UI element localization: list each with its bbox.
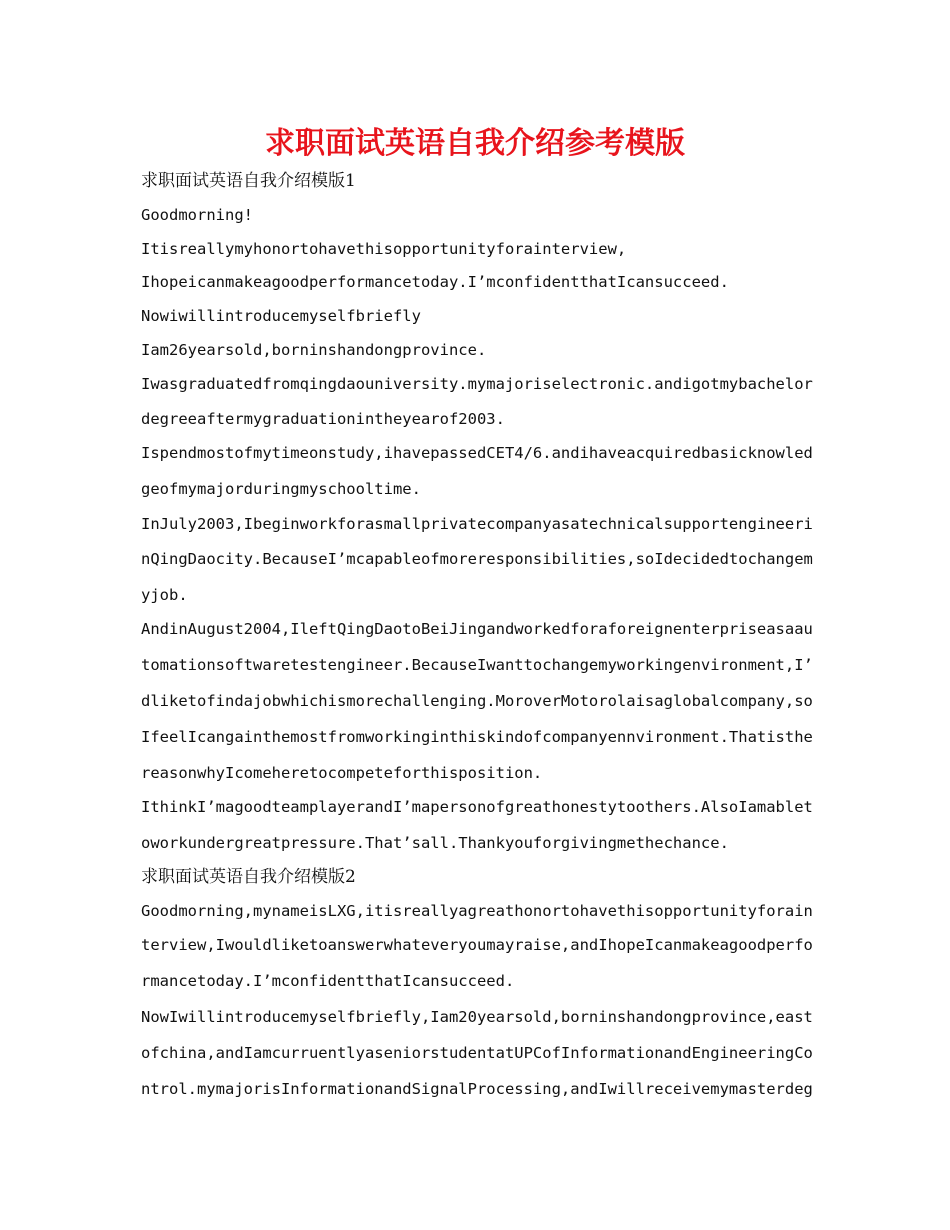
text-line: reasonwhyIcomeheretocompeteforthisposition. [141,764,543,782]
text-line: geofmymajorduringmyschooltime. [141,480,421,498]
text-line: Goodmorning! [141,206,253,224]
text-line: Iwasgraduatedfromqingdaouniversity.mymajoriselectronic.andigotmybachelor [141,375,813,393]
text-line: terview,Iwouldliketoanswerwhateveryoumayraise,andIhopeIcanmakeagoodperfo [141,936,813,954]
text-line: Ispendmostofmytimeonstudy,ihavepassedCET4/6.andihaveacquiredbasicknowled [141,444,813,462]
text-line: yjob. [141,586,188,604]
text-line: nQingDaocity.BecauseI’mcapableofmoreresponsibilities,soIdecidedtochangem [141,550,813,568]
text-line: ntrol.mymajorisInformationandSignalProcessing,andIwillreceivemymasterdeg [141,1080,813,1098]
text-line: tomationsoftwaretestengineer.BecauseIwanttochangemyworkingenvironment,I’ [141,656,813,674]
section-heading: 求职面试英语自我介绍模版2 [141,867,356,887]
section-heading: 求职面试英语自我介绍模版1 [141,171,356,191]
document-title: 求职面试英语自我介绍参考模版 [265,126,685,161]
text-line: Itisreallymyhonortohavethisopportunityforainterview, [141,240,627,258]
text-line: rmancetoday.I’mconfidentthatIcansucceed. [141,972,515,990]
text-line: NowIwillintroducemyselfbriefly,Iam20yearsold,borninshandongprovince,east [141,1008,813,1026]
text-line: IthinkI’magoodteamplayerandI’mapersonofgreathonestytoothers.AlsoIamablet [141,798,813,816]
text-line: degreeaftermygraduationintheyearof2003. [141,410,505,428]
text-line: InJuly2003,Ibeginworkforasmallprivatecompanyasatechnicalsupportengineeri [141,515,813,533]
text-line: Goodmorning,mynameisLXG,itisreallyagreathonortohavethisopportunityforain [141,902,813,920]
text-line: Ihopeicanmakeagoodperformancetoday.I’mconfidentthatIcansucceed. [141,273,729,291]
text-line: oworkundergreatpressure.That’sall.Thankyouforgivingmethechance. [141,834,729,852]
text-line: Nowiwillintroducemyselfbriefly [141,307,421,325]
text-line: Iam26yearsold,borninshandongprovince. [141,341,487,359]
text-line: ofchina,andIamcurruentlyaseniorstudentatUPCofInformationandEngineeringCo [141,1044,813,1062]
text-line: AndinAugust2004,IleftQingDaotoBeiJingandworkedforaforeignenterpriseasaau [141,620,813,638]
text-line: dliketofindajobwhichismorechallenging.MoroverMotorolaisaglobalcompany,so [141,692,813,710]
text-line: IfeelIcangainthemostfromworkinginthiskindofcompanyennvironment.Thatisthe [141,728,813,746]
